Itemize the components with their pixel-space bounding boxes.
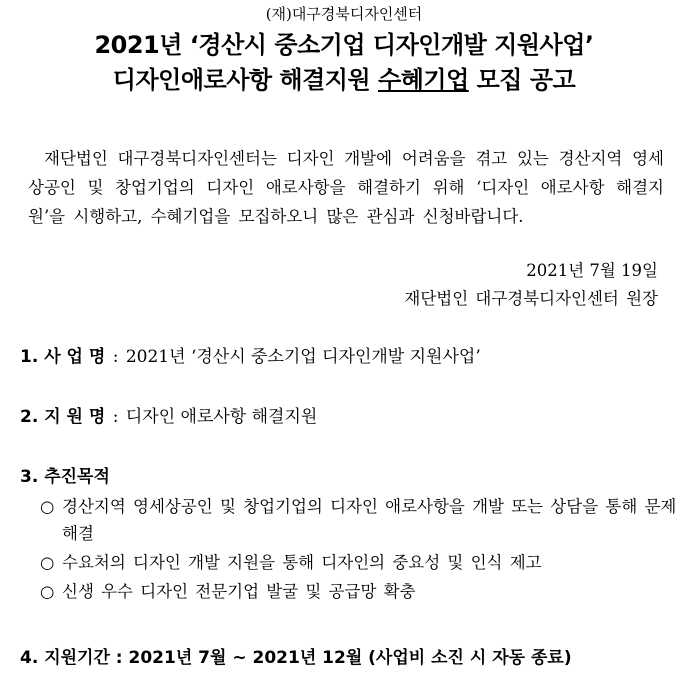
purpose-bullet-item [40, 549, 680, 576]
section-2-label: 2. 지 원 명 [20, 407, 106, 427]
section-business-name [20, 342, 481, 367]
bullet-text: 수요처의 디자인 개발 지원을 통해 디자인의 중요성 및 인식 제고 [62, 553, 542, 572]
section-2-value: 디자인 애로사항 해결지원 [125, 407, 318, 427]
notice-signer: 재단법인 대구경북디자인센터 원장 [404, 289, 658, 308]
section-1-value: 2021년 ‘경산시 중소기업 디자인개발 지원사업’ [125, 347, 481, 367]
title-line2-suffix: 모집 공고 [468, 66, 576, 94]
organization-name: (재)대구경북디자인센터 [265, 5, 423, 23]
section-purpose [20, 462, 110, 487]
notice-date: 2021년 7월 19일 [526, 261, 658, 280]
section-support-period: 4. 지원기간 : 2021년 7월 ~ 2021년 12월 (사업비 소진 시 자동 종료) [20, 648, 572, 668]
intro-paragraph: 재단법인 대구경북디자인센터는 디자인 개발에 어려움을 겪고 있는 경산지역 영세상공인 및 창업기업의 디자인 애로사항을 해결하기 위해 ‘디자인 애로사항 해결지원’을 시행하고, 수혜기업을 모집하오니 많은 관심과 신청바랍니다. [28, 149, 664, 226]
section-2-separator: : [112, 407, 119, 427]
section-1-separator: : [112, 347, 119, 367]
circle-bullet-icon: ○ [40, 582, 55, 601]
section-support-name [20, 402, 317, 427]
notice-title-line1: 2021년 ‘경산시 중소기업 디자인개발 지원사업’ [94, 31, 594, 59]
section-1-label: 1. 사 업 명 [20, 347, 106, 367]
title-line2-underlined: 수혜기업 [378, 66, 469, 94]
notice-title-line2 [0, 60, 688, 95]
bullet-text: 신생 우수 디자인 전문기업 발굴 및 공급망 확충 [62, 582, 416, 601]
purpose-bullet-list [40, 493, 680, 605]
purpose-bullet-item [40, 578, 680, 605]
circle-bullet-icon: ○ [40, 553, 55, 572]
section-3-label: 3. 추진목적 [20, 467, 110, 487]
bullet-text: 경산지역 영세상공인 및 창업기업의 디자인 애로사항을 개발 또는 상담을 통해 문제해결 [62, 497, 677, 543]
circle-bullet-icon: ○ [40, 497, 55, 516]
title-line2-prefix: 디자인애로사항 해결지원 [112, 66, 379, 94]
purpose-bullet-item [40, 493, 680, 547]
